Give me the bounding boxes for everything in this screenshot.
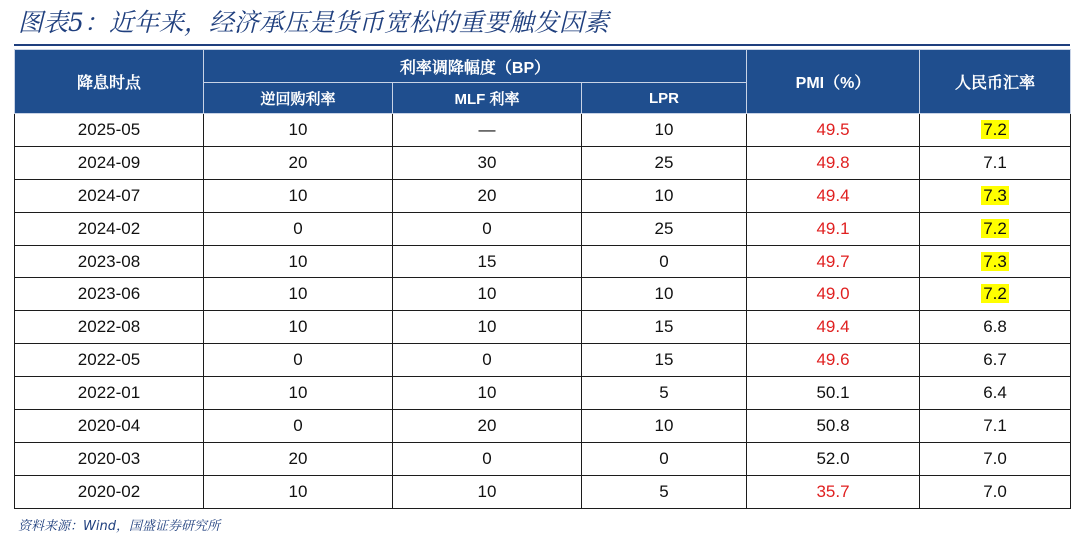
cell-lpr: 15	[582, 344, 747, 377]
table-row	[15, 278, 1071, 311]
cell-lpr: 10	[582, 179, 747, 212]
table-row	[15, 212, 1071, 245]
cell-reverse-repo: 10	[204, 278, 393, 311]
cell-fx	[920, 212, 1071, 245]
header-rate-cut-group: 利率调降幅度（BP）	[204, 50, 747, 83]
cell-mlf: 0	[393, 344, 582, 377]
cell-reverse-repo: 0	[204, 212, 393, 245]
source-note: 资料来源：Wind，国盛证券研究所	[18, 519, 220, 534]
cell-mlf: 20	[393, 410, 582, 443]
cell-reverse-repo: 0	[204, 410, 393, 443]
cell-date: 2023-06	[15, 278, 204, 311]
cell-date: 2025-05	[15, 114, 204, 147]
cell-lpr: 0	[582, 442, 747, 475]
table-row	[15, 344, 1071, 377]
cell-reverse-repo: 10	[204, 377, 393, 410]
header-mlf: MLF 利率	[393, 83, 582, 114]
cell-pmi: 50.8	[747, 410, 920, 443]
header-fx: 人民币汇率	[920, 50, 1071, 114]
cell-lpr: 10	[582, 114, 747, 147]
cell-reverse-repo: 10	[204, 311, 393, 344]
cell-pmi: 49.4	[747, 311, 920, 344]
table-row	[15, 442, 1071, 475]
cell-mlf: 10	[393, 311, 582, 344]
cell-reverse-repo: 0	[204, 344, 393, 377]
rate-cut-table	[14, 49, 1071, 509]
fx-value: 7.1	[983, 415, 1007, 435]
cell-date: 2024-07	[15, 179, 204, 212]
cell-pmi: 52.0	[747, 442, 920, 475]
cell-pmi: 50.1	[747, 377, 920, 410]
cell-date: 2020-02	[15, 475, 204, 508]
cell-fx	[920, 311, 1071, 344]
table-row	[15, 245, 1071, 278]
cell-reverse-repo: 10	[204, 245, 393, 278]
fx-value: 7.2	[983, 119, 1007, 139]
header-pmi: PMI（%）	[747, 50, 920, 114]
cell-mlf: 15	[393, 245, 582, 278]
cell-pmi: 49.5	[747, 114, 920, 147]
fx-value: 7.2	[983, 284, 1007, 304]
cell-pmi: 49.0	[747, 278, 920, 311]
cell-lpr: 15	[582, 311, 747, 344]
cell-pmi: 49.1	[747, 212, 920, 245]
cell-reverse-repo: 10	[204, 179, 393, 212]
cell-fx	[920, 344, 1071, 377]
cell-mlf: —	[393, 114, 582, 147]
cell-date: 2020-04	[15, 410, 204, 443]
cell-fx	[920, 442, 1071, 475]
cell-lpr: 25	[582, 212, 747, 245]
cell-reverse-repo: 20	[204, 442, 393, 475]
cell-lpr: 10	[582, 278, 747, 311]
fx-value: 7.2	[983, 218, 1007, 238]
cell-lpr: 25	[582, 146, 747, 179]
table-row	[15, 377, 1071, 410]
fx-value: 7.3	[983, 251, 1007, 271]
cell-mlf: 10	[393, 278, 582, 311]
cell-reverse-repo: 10	[204, 475, 393, 508]
cell-fx	[920, 278, 1071, 311]
fx-value: 7.0	[983, 481, 1007, 501]
cell-pmi: 49.7	[747, 245, 920, 278]
figure-title: 图表5：近年来，经济承压是货币宽松的重要触发因素	[18, 8, 609, 37]
fx-value: 6.7	[983, 350, 1007, 370]
cell-date: 2022-01	[15, 377, 204, 410]
table-body	[15, 114, 1071, 509]
header-row-top	[15, 50, 1071, 83]
title-underline	[14, 44, 1070, 46]
cell-fx	[920, 114, 1071, 147]
cell-fx	[920, 475, 1071, 508]
cell-date: 2022-08	[15, 311, 204, 344]
table-row	[15, 311, 1071, 344]
table-row	[15, 410, 1071, 443]
cell-pmi: 49.8	[747, 146, 920, 179]
cell-date: 2024-02	[15, 212, 204, 245]
cell-mlf: 10	[393, 377, 582, 410]
header-date: 降息时点	[15, 50, 204, 114]
cell-fx	[920, 377, 1071, 410]
cell-mlf: 20	[393, 179, 582, 212]
fx-value: 7.0	[983, 448, 1007, 468]
cell-lpr: 0	[582, 245, 747, 278]
fx-value: 6.4	[983, 383, 1007, 403]
cell-lpr: 5	[582, 377, 747, 410]
cell-mlf: 0	[393, 212, 582, 245]
header-reverse-repo: 逆回购利率	[204, 83, 393, 114]
cell-date: 2020-03	[15, 442, 204, 475]
cell-pmi: 35.7	[747, 475, 920, 508]
cell-mlf: 10	[393, 475, 582, 508]
cell-fx	[920, 245, 1071, 278]
cell-lpr: 10	[582, 410, 747, 443]
cell-fx	[920, 410, 1071, 443]
cell-fx	[920, 146, 1071, 179]
cell-lpr: 5	[582, 475, 747, 508]
fx-value: 7.3	[983, 185, 1007, 205]
table-row	[15, 179, 1071, 212]
cell-date: 2023-08	[15, 245, 204, 278]
cell-date: 2022-05	[15, 344, 204, 377]
table-row	[15, 114, 1071, 147]
header-lpr: LPR	[582, 83, 747, 114]
cell-mlf: 30	[393, 146, 582, 179]
fx-value: 6.8	[983, 317, 1007, 337]
cell-reverse-repo: 10	[204, 114, 393, 147]
cell-date: 2024-09	[15, 146, 204, 179]
cell-pmi: 49.6	[747, 344, 920, 377]
cell-fx	[920, 179, 1071, 212]
table-row	[15, 146, 1071, 179]
cell-pmi: 49.4	[747, 179, 920, 212]
cell-mlf: 0	[393, 442, 582, 475]
cell-reverse-repo: 20	[204, 146, 393, 179]
table-row	[15, 475, 1071, 508]
fx-value: 7.1	[983, 152, 1007, 172]
